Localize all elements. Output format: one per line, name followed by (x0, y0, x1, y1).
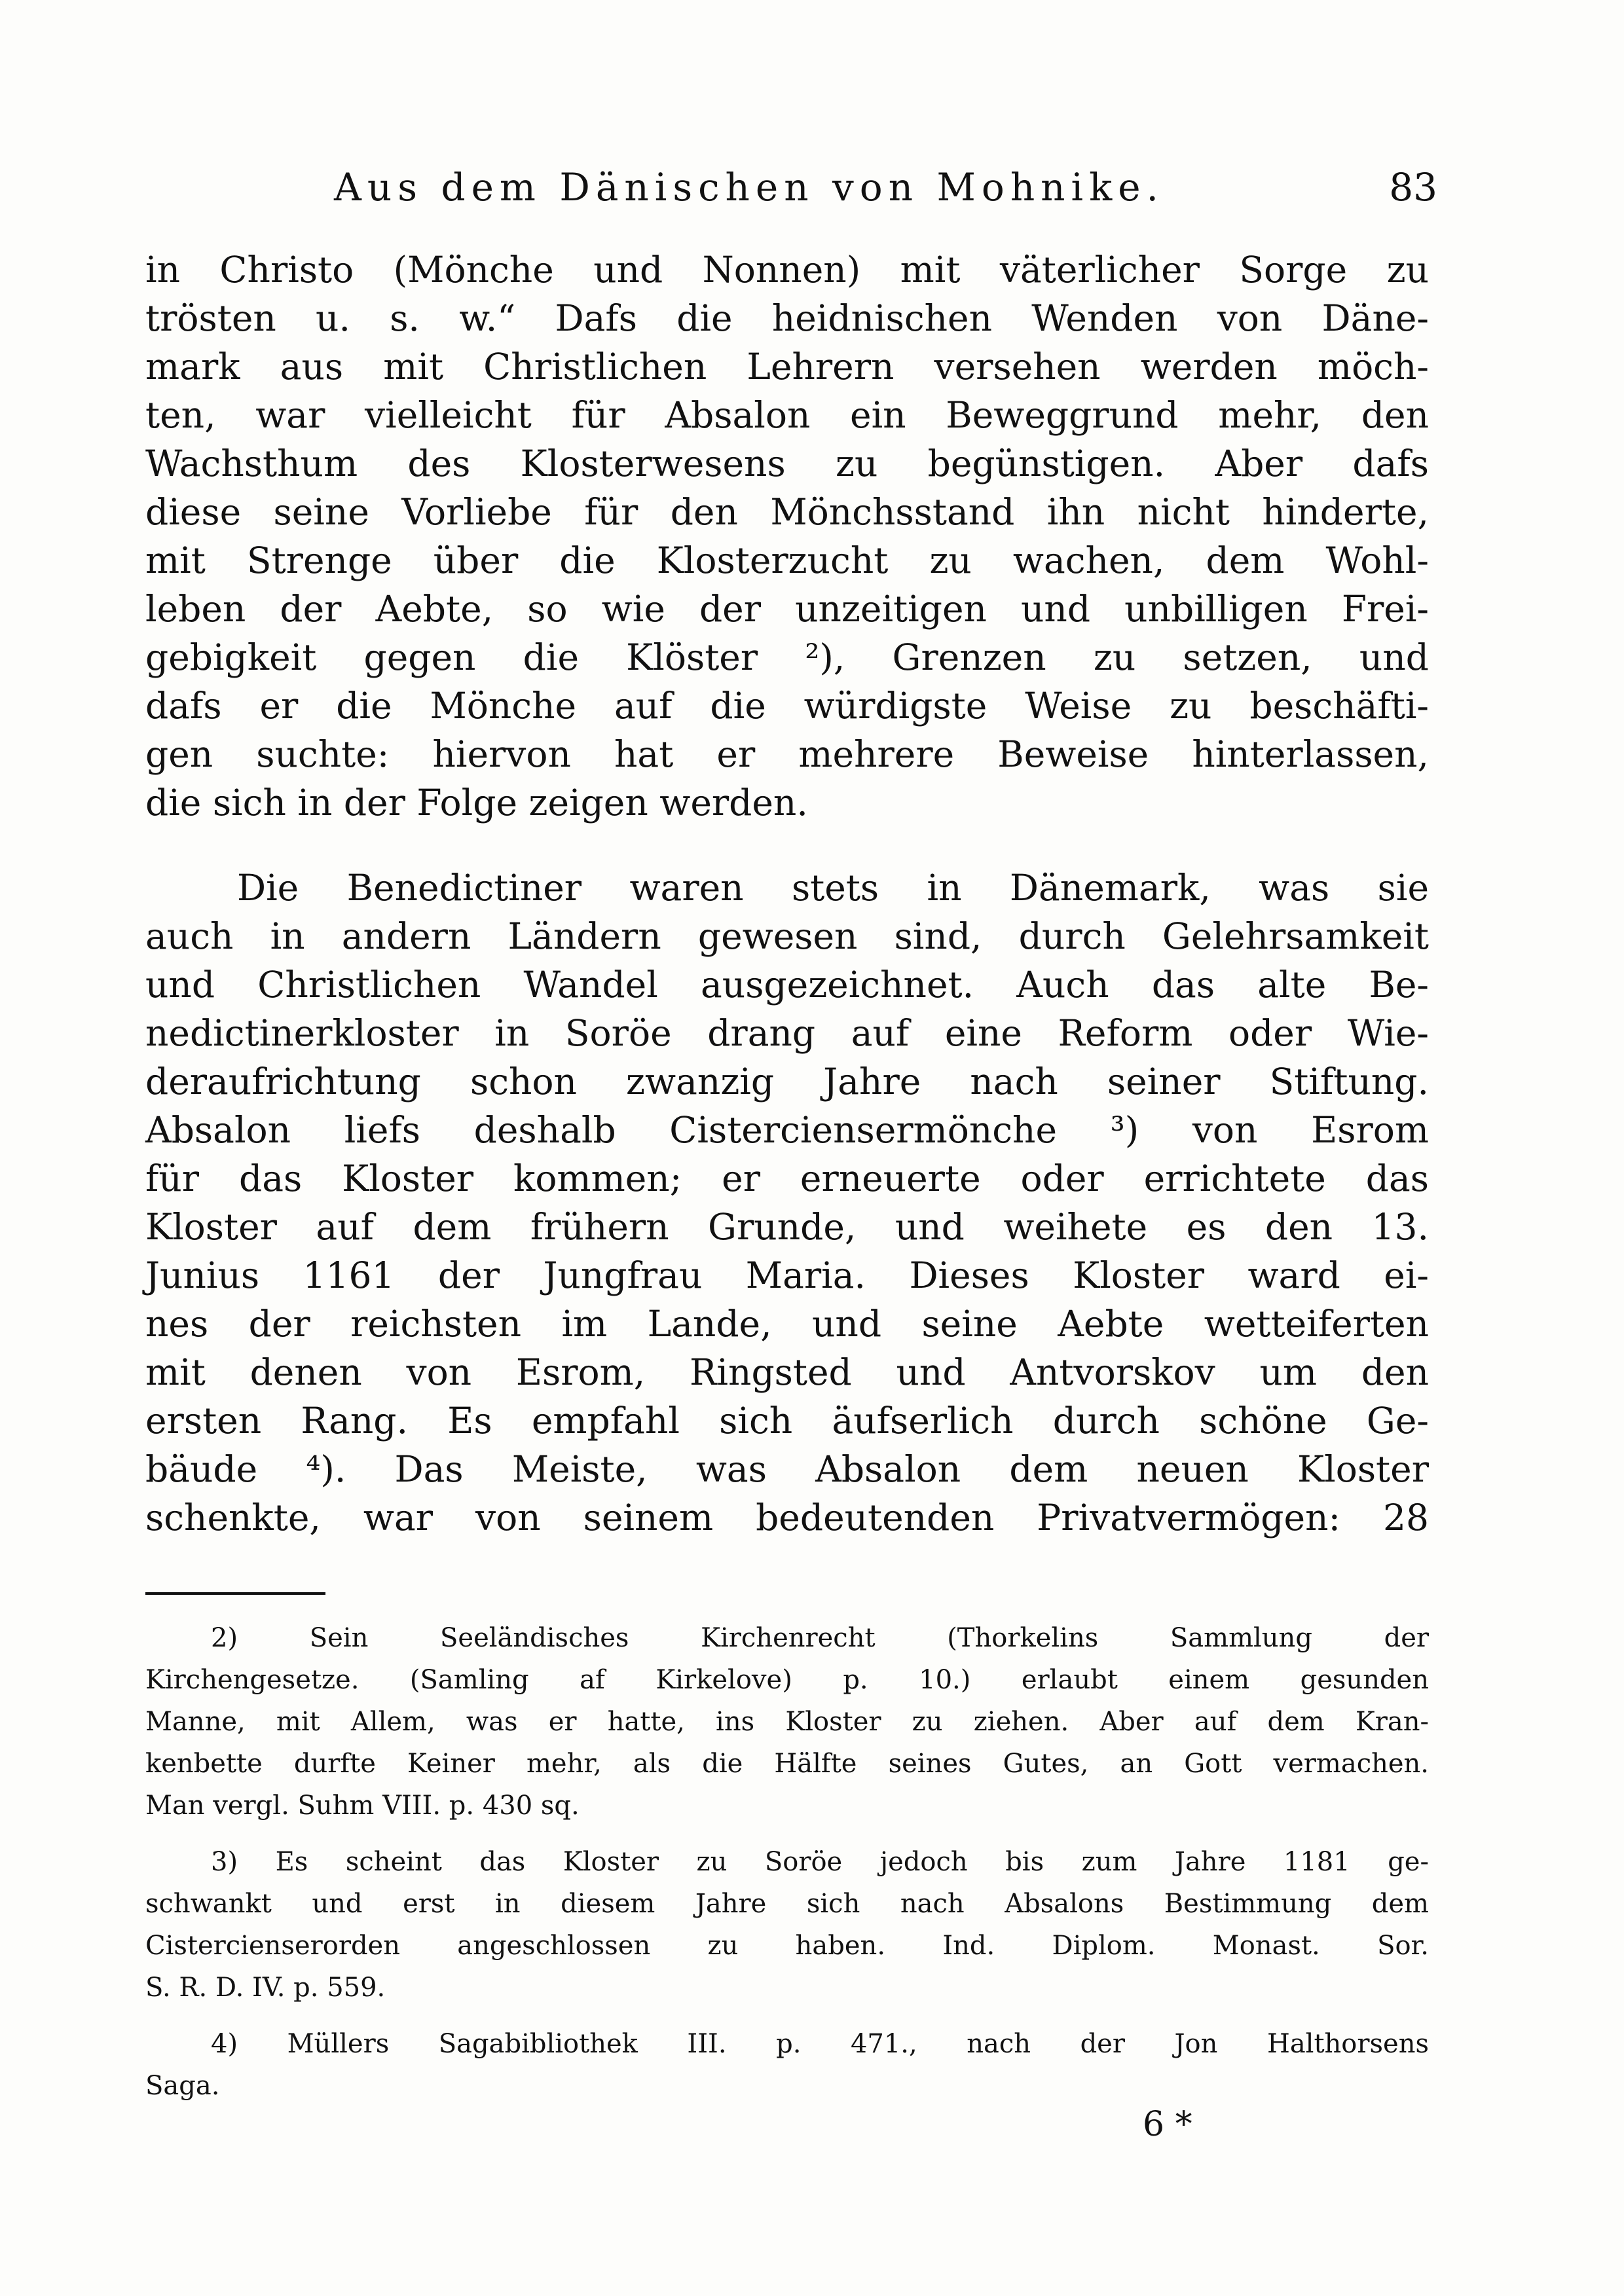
footnote-line: S. R. D. IV. p. 559. (145, 1973, 386, 2003)
text-line: Kloster auf dem frühern Grunde, und weihete es den 13. (145, 1206, 1429, 1248)
text-line: schenkte, war von seinem bedeutenden Privatvermögen: 28 (145, 1497, 1429, 1539)
text-line: in Christo (Mönche und Nonnen) mit väterlicher Sorge zu (145, 249, 1429, 291)
text-line: ersten Rang. Es empfahl sich äufserlich durch schöne Ge- (145, 1400, 1429, 1442)
footnote-2 (145, 1617, 1429, 1827)
text-line: trösten u. s. w.“ Dafs die heidnischen Wenden von Däne- (145, 297, 1429, 339)
text-line: für das Kloster kommen; er erneuerte oder errichtete das (145, 1157, 1429, 1199)
paragraph-1 (145, 246, 1429, 827)
footnote-line: 3) Es scheint das Kloster zu Soröe jedoch bis zum Jahre 1181 ge- (211, 1847, 1429, 1877)
text-line: Absalon liefs deshalb Cisterciensermönche ³) von Esrom (145, 1109, 1429, 1151)
paragraph-gap (145, 827, 1429, 864)
text-line: diese seine Vorliebe für den Mönchsstand ihn nicht hinderte, (145, 491, 1429, 533)
footnote-line: Man vergl. Suhm VIII. p. 430 sq. (145, 1791, 580, 1821)
text-line: nes der reichsten im Lande, und seine Aebte wetteiferten (145, 1303, 1429, 1345)
text-line: bäude ⁴). Das Meiste, was Absalon dem neuen Kloster (145, 1448, 1429, 1490)
running-head (138, 165, 1437, 217)
footnote-line: Saga. (145, 2071, 220, 2101)
text-line: Die Benedictiner waren stets in Dänemark, was sie (237, 867, 1429, 909)
text-line: gebigkeit gegen die Klöster ²), Grenzen zu setzen, und (145, 636, 1429, 678)
text-line: Junius 1161 der Jungfrau Maria. Dieses Kloster ward ei- (145, 1254, 1429, 1296)
text-line: dafs er die Mönche auf die würdigste Weise zu beschäfti- (145, 685, 1429, 727)
page-number: 83 (1389, 165, 1437, 210)
paragraph-2 (145, 864, 1429, 1542)
text-line: auch in andern Ländern gewesen sind, durch Gelehrsamkeit (145, 915, 1429, 957)
text-line: mit denen von Esrom, Ringsted und Antvorskov um den (145, 1351, 1429, 1393)
text-line: gen suchte: hiervon hat er mehrere Beweise hinterlassen, (145, 733, 1429, 775)
text-line: ten, war vielleicht für Absalon ein Beweggrund mehr, den (145, 394, 1429, 436)
footnote-line: Manne, mit Allem, was er hatte, ins Kloster zu ziehen. Aber auf dem Kran- (145, 1707, 1429, 1737)
signature-mark: 6 * (1143, 2105, 1192, 2144)
footnote-line: schwankt und erst in diesem Jahre sich nach Absalons Bestimmung dem (145, 1889, 1429, 1919)
footnote-line: 2) Sein Seeländisches Kirchenrecht (Thorkelins Sammlung der (211, 1623, 1429, 1653)
footnote-line: kenbette durfte Keiner mehr, als die Hälfte seines Gutes, an Gott vermachen. (145, 1749, 1429, 1779)
text-line: und Christlichen Wandel ausgezeichnet. Auch das alte Be- (145, 964, 1429, 1006)
text-line: die sich in der Folge zeigen werden. (145, 782, 808, 824)
text-line: deraufrichtung schon zwanzig Jahre nach seiner Stiftung. (145, 1061, 1429, 1102)
text-line: leben der Aebte, so wie der unzeitigen und unbilligen Frei- (145, 588, 1429, 630)
text-line: mark aus mit Christlichen Lehrern versehen werden möch- (145, 346, 1429, 388)
text-line: Wachsthum des Klosterwesens zu begünstigen. Aber dafs (145, 443, 1429, 484)
running-title: Aus dem Dänischen von Mohnike. (334, 165, 1164, 210)
footnote-gap (145, 1827, 1429, 1841)
footnotes (145, 1617, 1429, 2107)
footnote-3 (145, 1841, 1429, 2009)
main-text (145, 246, 1429, 1542)
footnote-4 (145, 2023, 1429, 2107)
text-line: mit Strenge über die Klosterzucht zu wachen, dem Wohl- (145, 539, 1429, 581)
footnote-line: Kirchengesetze. (Samling af Kirkelove) p. 10.) erlaubt einem gesunden (145, 1665, 1429, 1695)
footnote-rule (145, 1592, 325, 1595)
footnote-gap (145, 2009, 1429, 2023)
text-line: nedictinerkloster in Soröe drang auf eine Reform oder Wie- (145, 1012, 1429, 1054)
footnote-line: Cistercienserorden angeschlossen zu haben. Ind. Diplom. Monast. Sor. (145, 1931, 1429, 1961)
footnote-line: 4) Müllers Sagabibliothek III. p. 471., nach der Jon Halthorsens (211, 2029, 1429, 2059)
